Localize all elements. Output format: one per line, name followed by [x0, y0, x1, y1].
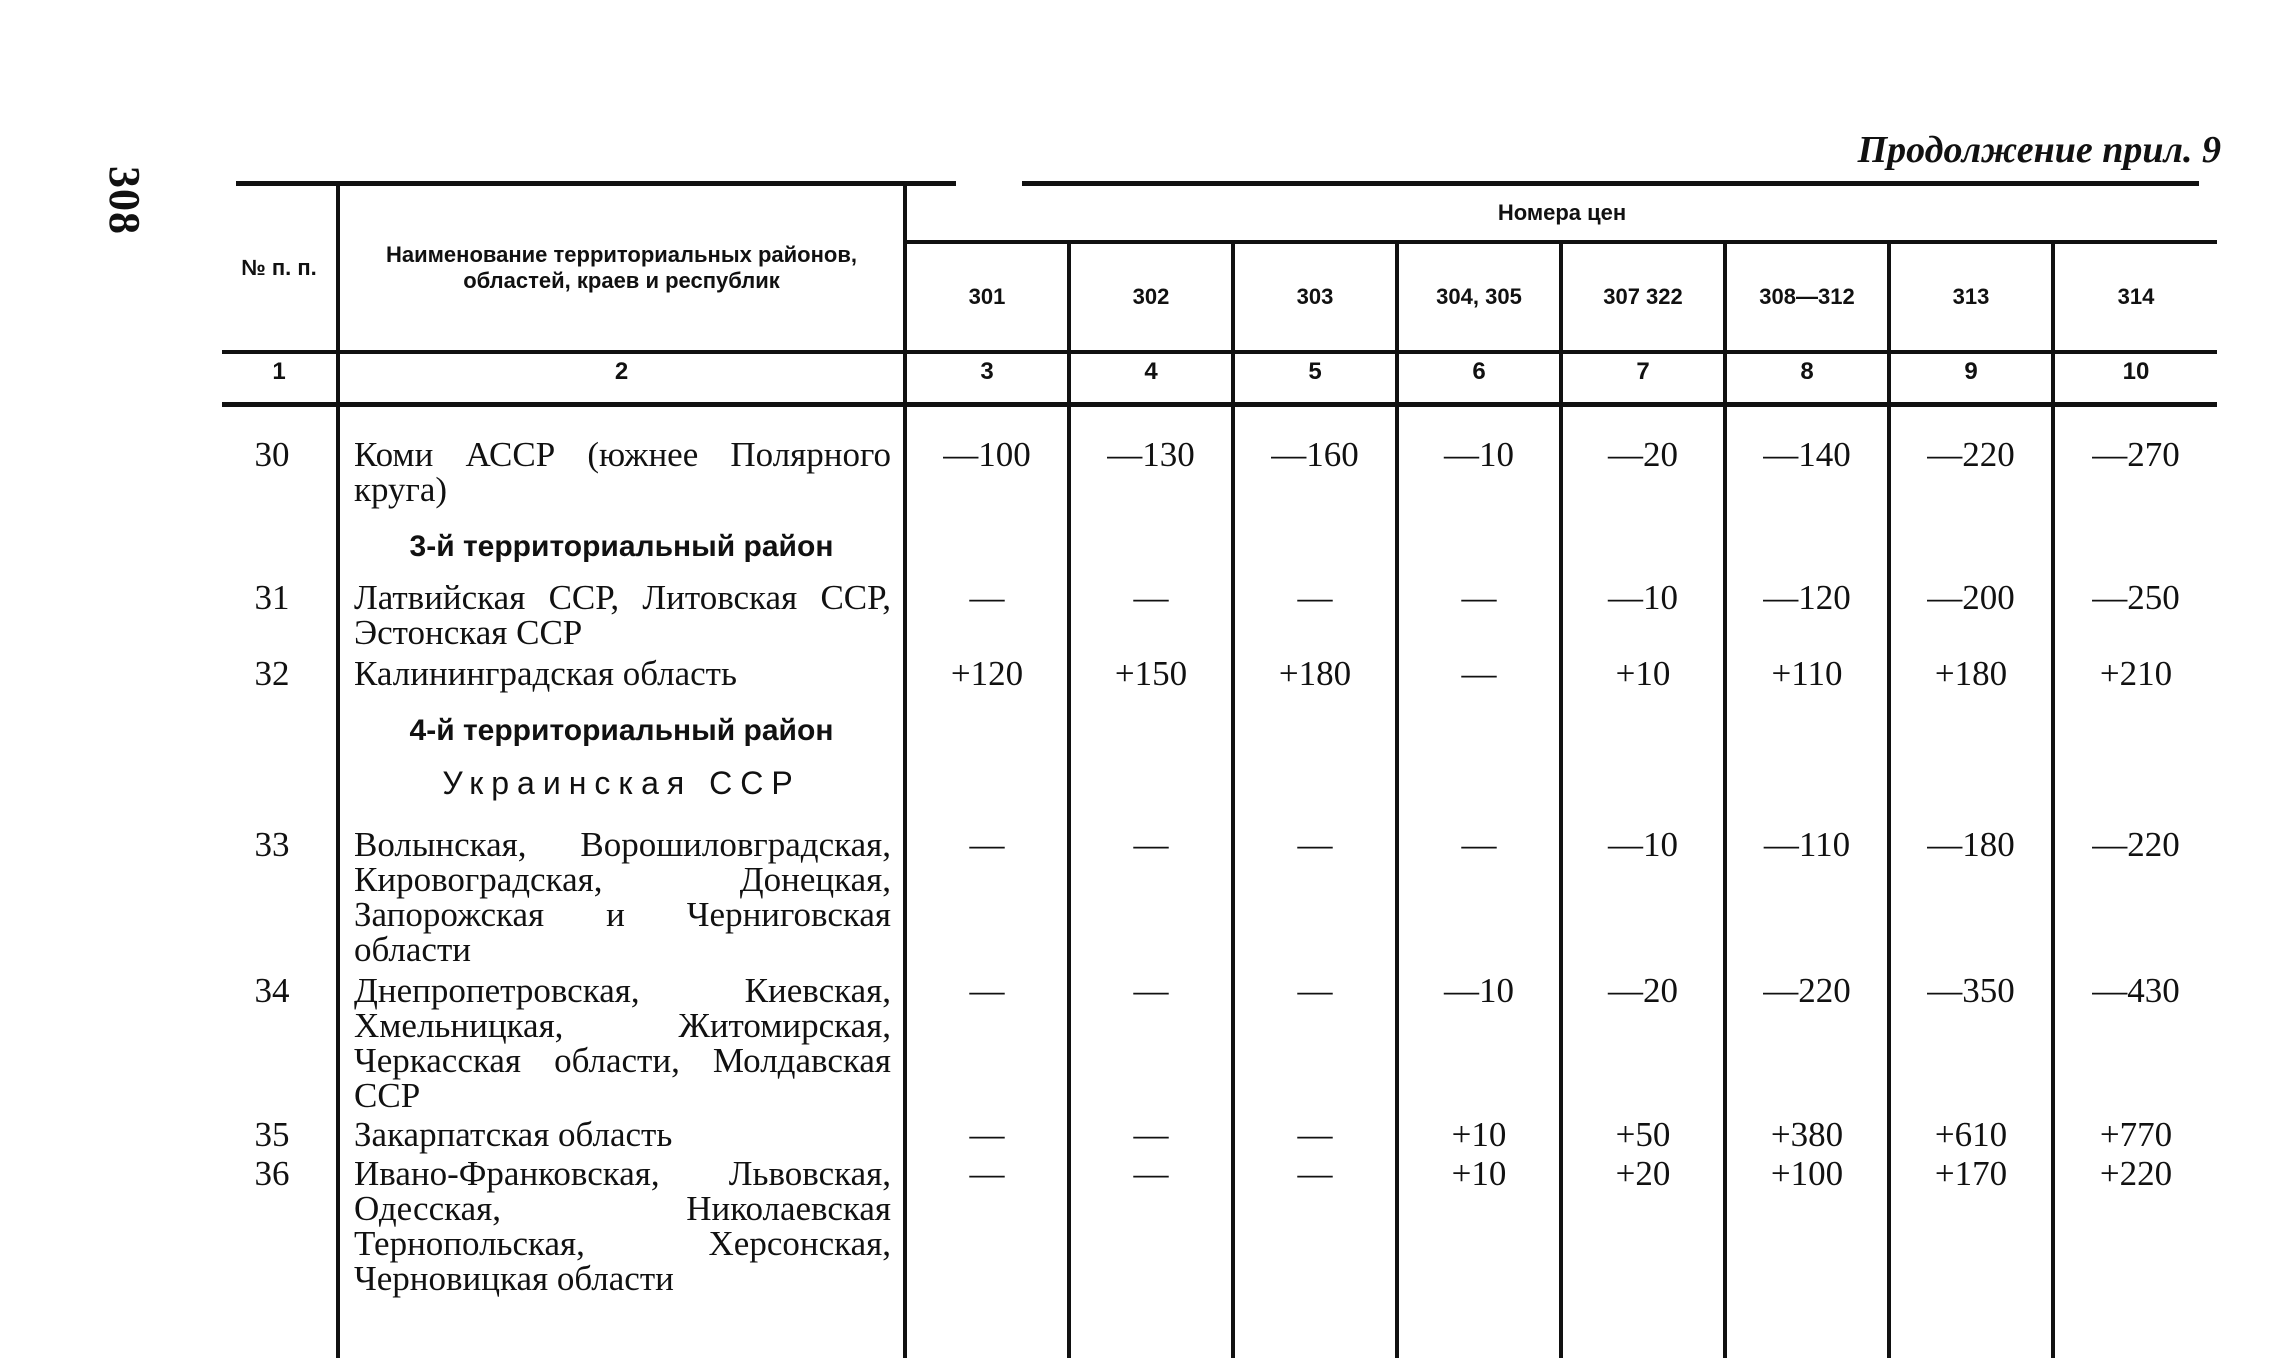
value-cell: —180: [1889, 823, 2053, 969]
value-cell: +770: [2099, 1115, 2173, 1154]
value-cell: —: [1397, 652, 1561, 693]
value-cell: —: [905, 823, 1069, 969]
table-row: [222, 1152, 2217, 1298]
header-region-name: Наименование территориальных районов, областей, краев и республик: [338, 186, 905, 352]
row-number: 30: [222, 433, 338, 509]
value-cell: +150: [1069, 652, 1233, 693]
row-number: 33: [222, 823, 338, 969]
header-price-numbers: Номера цен: [905, 186, 2217, 242]
value-cell: +100: [1725, 1152, 1889, 1298]
value-cell: +120: [905, 652, 1069, 693]
value-cell: +50: [1561, 1113, 1725, 1152]
value-cell: —: [1069, 1113, 1233, 1152]
value-cell: +10: [1397, 1152, 1561, 1298]
column-index: 3: [905, 352, 1069, 405]
value-cell: —140: [1725, 433, 1889, 509]
section-row: [222, 693, 2217, 760]
column-index: 9: [1889, 352, 2053, 405]
value-cell: —160: [1233, 433, 1397, 509]
column-index: 1: [222, 352, 338, 405]
row-number: 35: [222, 1113, 338, 1152]
value-cell: —200: [1889, 576, 2053, 652]
section-title: 4-й территориальный район: [338, 693, 905, 760]
column-index: 10: [2053, 352, 2217, 405]
value-cell: +220: [2099, 1154, 2173, 1193]
value-cell: —: [905, 1152, 1069, 1298]
column-index: 4: [1069, 352, 1233, 405]
column-index-row: [222, 352, 2217, 405]
header-price-303: 303: [1233, 242, 1397, 352]
value-cell: —220: [2092, 825, 2180, 864]
header-price-314: 314: [2053, 242, 2217, 352]
value-cell: —220: [1725, 969, 1889, 1113]
value-cell: +180: [1889, 652, 2053, 693]
region-name: Волынская, Ворошиловградская, Кировоградская, Донецкая, Запорожская и Черниговская области: [338, 823, 905, 969]
price-adjustment-table-wrap: [222, 186, 2199, 1358]
value-cell: —220: [1889, 433, 2053, 509]
column-index: 2: [338, 352, 905, 405]
header-price-308-312: 308—312: [1725, 242, 1889, 352]
value-cell: —20: [1561, 433, 1725, 509]
value-cell: +20: [1561, 1152, 1725, 1298]
section-title: 3-й территориальный район: [338, 509, 905, 576]
value-cell: —: [1233, 576, 1397, 652]
header-price-304-305: 304, 305: [1397, 242, 1561, 352]
value-cell: +10: [1397, 1113, 1561, 1152]
region-name: Латвийская ССР, Литовская ССР, Эстонская ССР: [338, 576, 905, 652]
value-cell: —: [1397, 576, 1561, 652]
header-price-301: 301: [905, 242, 1069, 352]
row-number: 36: [222, 1152, 338, 1298]
value-cell: —20: [1561, 969, 1725, 1113]
value-cell: +110: [1725, 652, 1889, 693]
table-row: [222, 823, 2217, 969]
value-cell: —: [1069, 969, 1233, 1113]
table-row: [222, 433, 2217, 509]
row-number: 31: [222, 576, 338, 652]
value-cell: —: [1233, 1152, 1397, 1298]
spacer-row: [222, 405, 2217, 434]
value-cell: —: [1069, 823, 1233, 969]
header-price-313: 313: [1889, 242, 2053, 352]
row-number: 32: [222, 652, 338, 693]
value-cell: —: [1397, 823, 1561, 969]
header-price-307-322: 307 322: [1561, 242, 1725, 352]
value-cell: —120: [1725, 576, 1889, 652]
value-cell: —430: [2092, 971, 2180, 1010]
header-price-302: 302: [1069, 242, 1233, 352]
value-cell: —10: [1397, 969, 1561, 1113]
value-cell: +180: [1233, 652, 1397, 693]
value-cell: —100: [905, 433, 1069, 509]
table-row: [222, 969, 2217, 1113]
value-cell: —270: [2092, 435, 2180, 474]
row-number: 34: [222, 969, 338, 1113]
region-name: Коми АССР (южнее Полярного круга): [338, 433, 905, 509]
value-cell: —: [1233, 823, 1397, 969]
value-cell: —: [905, 969, 1069, 1113]
value-cell: —: [905, 1113, 1069, 1152]
continuation-caption: Продолжение прил. 9: [1857, 129, 2221, 171]
value-cell: +170: [1889, 1152, 2053, 1298]
value-cell: +380: [1725, 1113, 1889, 1152]
value-cell: —: [905, 576, 1069, 652]
region-name: Ивано-Франковская, Львовская, Одесская, Николаевская Тернопольская, Херсонская, Черновицкая области: [338, 1152, 905, 1298]
table-row: [222, 652, 2217, 693]
value-cell: —250: [2092, 578, 2180, 617]
value-cell: —10: [1397, 433, 1561, 509]
section-row: [222, 509, 2217, 576]
value-cell: —350: [1889, 969, 2053, 1113]
column-index: 5: [1233, 352, 1397, 405]
value-cell: —: [1233, 1113, 1397, 1152]
table-row: [222, 1113, 2217, 1152]
region-name: Днепропетровская, Киевская, Хмельницкая, Житомирская, Черкасская области, Молдавская ССР: [338, 969, 905, 1113]
value-cell: +210: [2099, 654, 2173, 693]
header-row-number: № п. п.: [222, 186, 338, 352]
table-row: [222, 576, 2217, 652]
region-name: Закарпатская область: [338, 1113, 905, 1152]
value-cell: —: [1233, 969, 1397, 1113]
value-cell: —130: [1069, 433, 1233, 509]
value-cell: +610: [1889, 1113, 2053, 1152]
subsection-row: [222, 760, 2217, 823]
column-index: 7: [1561, 352, 1725, 405]
value-cell: —: [1069, 1152, 1233, 1298]
region-name: Калининградская область: [338, 652, 905, 693]
subsection-title: Украинская ССР: [338, 760, 905, 823]
column-index: 6: [1397, 352, 1561, 405]
value-cell: —10: [1561, 576, 1725, 652]
tail-row: [222, 1298, 2217, 1358]
value-cell: —110: [1725, 823, 1889, 969]
column-index: 8: [1725, 352, 1889, 405]
price-adjustment-table: [222, 186, 2217, 1358]
value-cell: +10: [1561, 652, 1725, 693]
page-number: 308: [100, 166, 149, 235]
value-cell: —: [1069, 576, 1233, 652]
value-cell: —10: [1561, 823, 1725, 969]
